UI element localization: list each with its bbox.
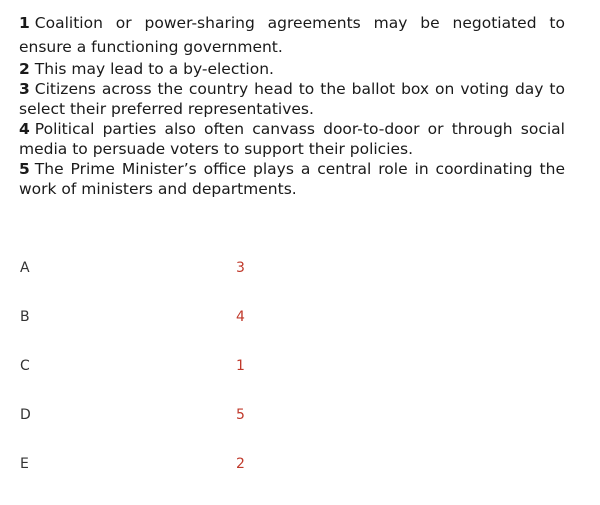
answer-row-c — [19, 358, 319, 407]
answer-row-a — [19, 260, 319, 309]
answer-number: 5 — [236, 407, 245, 423]
statement-text: The Prime Minister’s office plays a central role in coordinating the work of ministers and departments. — [19, 160, 565, 198]
answer-number: 2 — [236, 456, 245, 472]
statement-number: 5 — [19, 160, 30, 178]
answer-letter: C — [20, 358, 30, 374]
answer-number: 1 — [236, 358, 245, 374]
statement-number: 1 — [19, 14, 30, 32]
statement-4 — [19, 119, 565, 159]
answer-letter: A — [20, 260, 30, 276]
statement-number: 4 — [19, 120, 30, 138]
statement-number: 2 — [19, 60, 30, 78]
statement-text: Citizens across the country head to the ballot box on voting day to select their preferred representatives. — [19, 80, 565, 118]
statement-3 — [19, 79, 565, 119]
answer-number: 4 — [236, 309, 245, 325]
statement-text: Political parties also often canvass door-to-door or through social media to persuade voters to support their policies. — [19, 120, 565, 158]
statement-text: Coalition or power-sharing agreements may be negotiated to ensure a functioning government. — [19, 14, 565, 56]
answer-row-d — [19, 407, 319, 456]
answer-letter: E — [20, 456, 29, 472]
statement-1 — [19, 11, 565, 59]
answer-row-b — [19, 309, 319, 358]
statement-2 — [19, 59, 565, 79]
statement-text: This may lead to a by-election. — [34, 60, 274, 78]
statement-5 — [19, 159, 565, 199]
answer-number: 3 — [236, 260, 245, 276]
answer-letter: D — [20, 407, 31, 423]
statement-number: 3 — [19, 80, 30, 98]
statement-list — [19, 11, 565, 199]
answer-row-e — [19, 456, 319, 505]
answer-letter: B — [20, 309, 30, 325]
answer-list — [19, 260, 319, 505]
